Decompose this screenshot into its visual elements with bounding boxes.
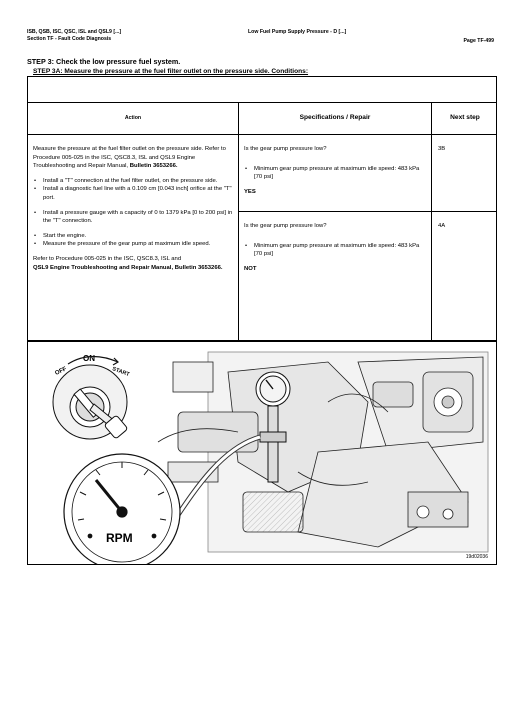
- action-intro-text: Measure the pressure at the fuel filter outlet on the pressure side. Refer to Procedure 005-025 in the ISC, QSC8.3, ISL and QSL9 Engine Troubleshooting and Repair Manual,: [33, 146, 226, 170]
- table-divider: [431, 102, 432, 340]
- ignition-switch-drawing: [53, 365, 131, 439]
- header-action: Action: [124, 115, 142, 121]
- step-title: STEP 3: Check the low pressure fuel system.: [27, 57, 181, 66]
- spec-cell-yes: [244, 145, 424, 196]
- step-subtitle: STEP 3A: Measure the pressure at the fuel filter outlet on the pressure side. Conditions:: [33, 68, 309, 75]
- header-page-number: Page TF-499: [463, 38, 494, 44]
- action-cell: [33, 145, 233, 272]
- header-manual-title: [27, 29, 121, 43]
- figure-id: 19d02036: [465, 554, 488, 560]
- switch-start-label: START: [111, 366, 131, 379]
- switch-off-label: OFF: [54, 366, 68, 377]
- spec-bullet: • Minimum gear pump pressure at maximum idle speed: 483 kPa [70 psi]: [244, 165, 424, 182]
- spec-answer-no: NOT: [244, 265, 257, 272]
- rpm-gauge-drawing: [64, 454, 180, 565]
- table-divider: [28, 134, 496, 135]
- header-spec: Specifications / Repair: [299, 114, 371, 121]
- switch-on-label: ON: [83, 354, 95, 363]
- engine-block-drawing: [158, 352, 488, 552]
- header-topic: Low Fuel Pump Supply Pressure - D [...]: [248, 29, 347, 35]
- table-divider: [238, 102, 239, 340]
- rpm-label: RPM: [106, 531, 133, 545]
- action-bullet: • Measure the pressure of the gear pump at maximum idle speed.: [33, 240, 233, 249]
- action-bullet: • Install a "T" connection at the fuel filter outlet, on the pressure side.: [33, 177, 233, 186]
- next-step-yes: 3B: [438, 146, 446, 152]
- spec-question: Is the gear pump pressure low?: [244, 146, 327, 152]
- spec-bullet: • Minimum gear pump pressure at maximum idle speed: 483 kPa [70 psi]: [244, 242, 424, 259]
- spec-cell-no: [244, 222, 424, 273]
- header-next: Next step: [450, 114, 480, 121]
- action-intro: [33, 145, 233, 171]
- action-bullet: • Install a pressure gauge with a capacity of 0 to 1379 kPa [0 to 200 psi] in the "T" connection.: [33, 209, 233, 226]
- table-divider: [238, 211, 496, 212]
- engine-gauge-illustration: [28, 342, 497, 565]
- header-manual-line1: ISB, QSB, ISC, QSC, ISL and QSL9 [...]: [27, 29, 122, 35]
- illustration-panel: [27, 341, 497, 565]
- next-step-no: 4A: [438, 223, 446, 229]
- action-bullet: • Start the engine.: [33, 232, 233, 241]
- action-intro-bulletin: Bulletin 3653266.: [129, 163, 178, 170]
- procedure-table: [27, 76, 497, 341]
- spec-answer-yes: YES: [244, 188, 256, 195]
- action-outro-text: Refer to Procedure 005-025 in the ISC, QSC8.3, ISL and: [33, 255, 182, 262]
- header-section-line: Section TF - Fault Code Diagnosis: [27, 36, 112, 42]
- spec-question: Is the gear pump pressure low?: [244, 223, 327, 229]
- action-outro-bulletin: QSL9 Engine Troubleshooting and Repair Manual, Bulletin 3653266.: [33, 264, 223, 271]
- action-bullet: • Install a diagnostic fuel line with a 0.109 cm [0.043 inch] orifice at the "T" port.: [33, 185, 233, 202]
- table-divider: [28, 102, 496, 103]
